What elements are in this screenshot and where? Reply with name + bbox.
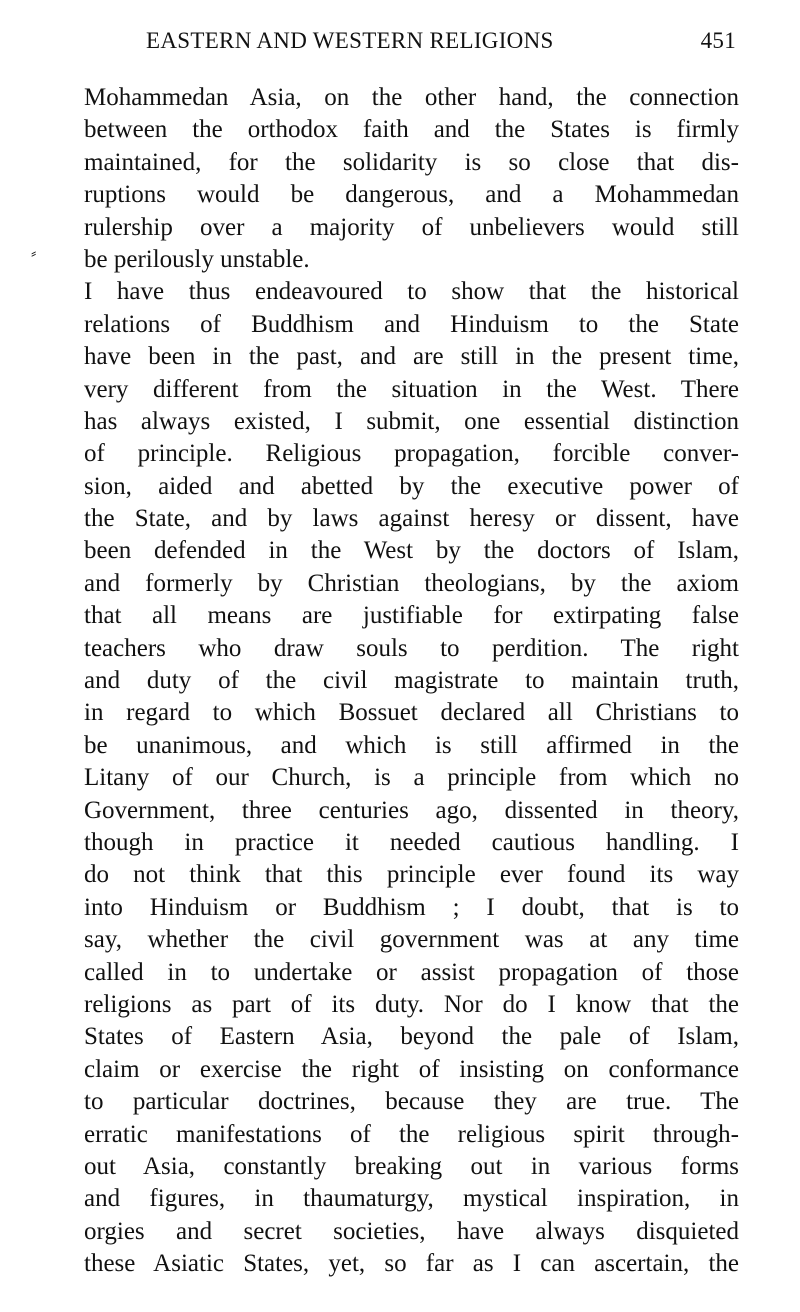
text-line: ruptions would be dangerous, and a Mohammedan	[84, 181, 739, 209]
text-line: sion, aided and abetted by the executive power of	[84, 472, 739, 500]
text-line: into Hinduism or Buddhism ; I doubt, that is to	[84, 893, 739, 921]
page-body	[84, 82, 739, 1280]
text-line: say, whether the civil government was at any time	[84, 926, 739, 954]
text-line: do not think that this principle ever found its way	[84, 861, 739, 889]
text-line: Government, three centuries ago, dissented in theory,	[84, 796, 739, 824]
text-line: Mohammedan Asia, on the other hand, the connection	[84, 84, 739, 111]
text-line: called in to undertake or assist propagation of those	[84, 958, 739, 986]
text-line: very different from the situation in the West. There	[84, 375, 739, 403]
text-line: though in practice it needed cautious handling. I	[84, 828, 739, 856]
text-line: be unanimous, and which is still affirmed in the	[84, 731, 739, 759]
text-line: rulership over a majority of unbelievers would still	[84, 213, 739, 241]
text-line: claim or exercise the right of insisting on conformance	[84, 1055, 739, 1083]
text-line: of principle. Religious propagation, forcible conver-	[84, 440, 739, 468]
text-line: these Asiatic States, yet, so far as I can ascertain, the	[84, 1250, 739, 1278]
text-line: have been in the past, and are still in the present time,	[84, 343, 739, 371]
text-line: orgies and secret societies, have always disquieted	[84, 1217, 739, 1245]
text-line: teachers who draw souls to perdition. The right	[84, 634, 739, 662]
text-line: I have thus endeavoured to show that the historical	[84, 278, 739, 306]
text-line: has always existed, I submit, one essential distinction	[84, 407, 739, 435]
text-line: and formerly by Christian theologians, by the axiom	[84, 569, 739, 597]
text-line: in regard to which Bossuet declared all Christians to	[84, 699, 739, 727]
text-line: and figures, in thaumaturgy, mystical inspiration, in	[84, 1185, 739, 1213]
text-line: Litany of our Church, is a principle from which no	[84, 764, 739, 792]
running-title: EASTERN AND WESTERN RELIGIONS	[146, 28, 554, 53]
page-number: 451	[700, 28, 736, 53]
text-line: States of Eastern Asia, beyond the pale of Islam,	[84, 1023, 739, 1051]
text-line: that all means are justifiable for extirpating false	[84, 602, 739, 630]
text-line: the State, and by laws against heresy or dissent, have	[84, 505, 739, 533]
text-line: between the orthodox faith and the States is firmly	[84, 116, 739, 144]
text-line: to particular doctrines, because they are true. The	[84, 1088, 739, 1116]
text-line: and duty of the civil magistrate to maintain truth,	[84, 667, 739, 695]
text-line: out Asia, constantly breaking out in various forms	[84, 1152, 739, 1180]
text-line: relations of Buddhism and Hinduism to the State	[84, 310, 739, 338]
text-line: been defended in the West by the doctors of Islam,	[84, 537, 739, 565]
running-header	[146, 28, 736, 62]
margin-mark-icon: ⸗	[31, 245, 37, 262]
text-line: religions as part of its duty. Nor do I know that the	[84, 990, 739, 1018]
text-line: erratic manifestations of the religious spirit through-	[84, 1120, 739, 1148]
text-line: maintained, for the solidarity is so close that dis-	[84, 148, 739, 176]
text-line: be perilously unstable.	[84, 245, 310, 273]
